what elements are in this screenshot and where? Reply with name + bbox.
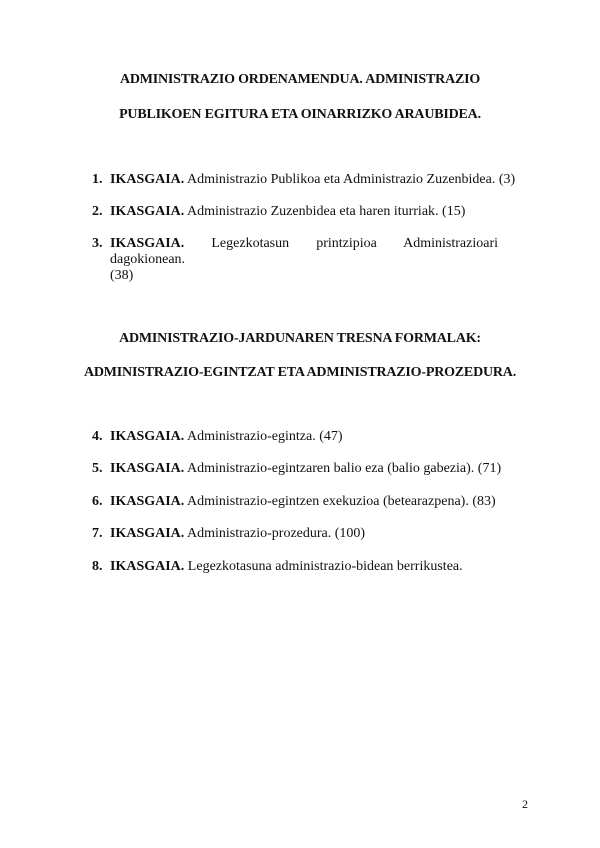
item-description: Administrazio-prozedura. (100)	[187, 526, 366, 541]
section1-title-line1: ADMINISTRAZIO ORDENAMENDUA. ADMINISTRAZIO	[119, 72, 481, 87]
item-description: Administrazio-egintzen exekuzioa (betearazpena). (83)	[187, 494, 496, 509]
item-description: Administrazio-egintza. (47)	[187, 429, 343, 444]
item-text-wrap	[110, 461, 501, 477]
item-description: Legezkotasun printzipioa Administrazioari dagokionean.	[110, 236, 499, 267]
item-text-wrap	[110, 236, 498, 268]
item-label: IKASGAIA.	[110, 204, 185, 219]
page-number: 2	[522, 797, 528, 811]
item-number: 3.	[92, 236, 103, 251]
item-text-wrap	[110, 172, 515, 188]
item-number: 4.	[92, 429, 103, 444]
item-text-wrap	[110, 494, 496, 510]
item-text-wrap	[110, 429, 343, 445]
section2-title-line1: ADMINISTRAZIO-JARDUNAREN TRESNA FORMALAK:	[119, 331, 481, 346]
item-text-wrap	[110, 559, 463, 575]
item-label: IKASGAIA.	[110, 526, 185, 541]
section1-title-line2: PUBLIKOEN EGITURA ETA OINARRIZKO ARAUBIDEA.	[119, 107, 481, 122]
item-label: IKASGAIA.	[110, 559, 185, 574]
item-text-wrap	[110, 204, 465, 220]
item-label: IKASGAIA.	[110, 429, 185, 444]
item-label: IKASGAIA.	[110, 494, 185, 509]
item-description: Administrazio Zuzenbidea eta haren iturriak. (15)	[187, 204, 466, 219]
item-description: Legezkotasuna administrazio-bidean berrikustea.	[187, 559, 463, 574]
item-number: 2.	[92, 204, 103, 219]
item-description: Administrazio Publikoa eta Administrazio Zuzenbidea. (3)	[187, 172, 516, 187]
item-number: 5.	[92, 461, 103, 476]
item-number: 6.	[92, 494, 103, 509]
item-label: IKASGAIA.	[110, 172, 185, 187]
section2-title-line2: ADMINISTRAZIO-EGINTZAT ETA ADMINISTRAZIO-PROZEDURA.	[83, 365, 517, 380]
item-label: IKASGAIA.	[110, 461, 185, 476]
item-text-wrap	[110, 526, 365, 542]
item-number: 1.	[92, 172, 103, 187]
item-page-ref: (38)	[110, 268, 134, 283]
item-label: IKASGAIA.	[110, 236, 185, 251]
item-number: 7.	[92, 526, 103, 541]
item-description: Administrazio-egintzaren balio eza (balio gabezia). (71)	[187, 461, 502, 476]
item-number: 8.	[92, 559, 103, 574]
